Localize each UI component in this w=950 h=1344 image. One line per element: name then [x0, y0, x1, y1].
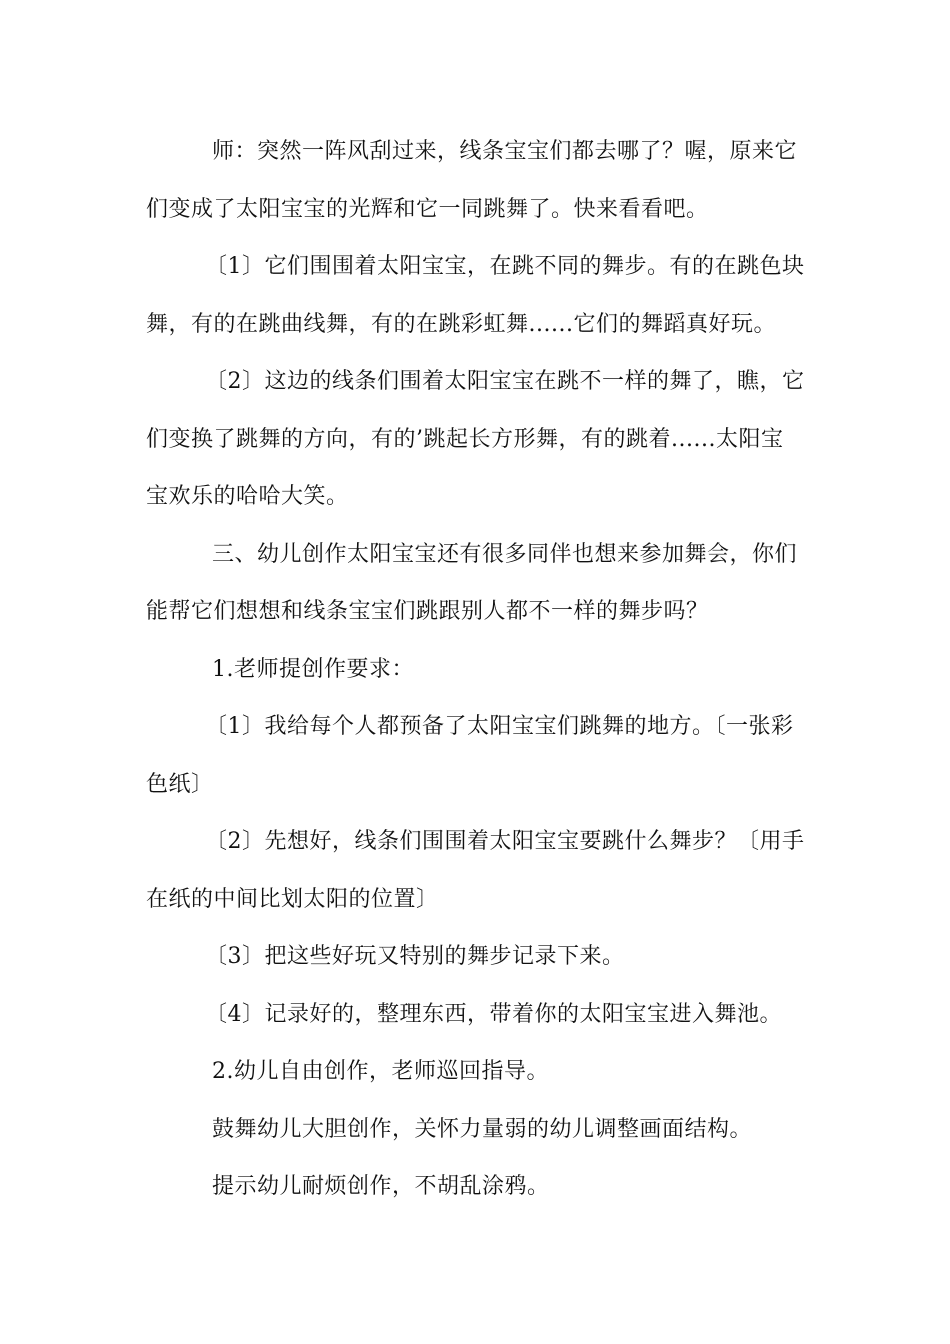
text-line-6: 们变换了跳舞的方向，有的’跳起长方形舞，有的跳着......太阳宝 — [146, 427, 784, 452]
text-line-15: 〔3〕把这些好玩又特别的舞步记录下来。 — [205, 944, 625, 969]
text-line-2: 们变成了太阳宝宝的光辉和它一同跳舞了。快来看看吧。 — [146, 197, 709, 222]
text-line-17: 2.幼儿自由创作，老师巡回指导。 — [212, 1059, 549, 1084]
text-line-19: 提示幼儿耐烦创作，不胡乱涂鸦。 — [212, 1174, 550, 1199]
text-line-8: 三、幼儿创作太阳宝宝还有很多同伴也想来参加舞会，你们 — [212, 542, 798, 567]
text-line-18: 鼓舞幼儿大胆创作，关怀力量弱的幼儿调整画面结构。 — [212, 1117, 753, 1142]
text-line-11: 〔1〕我给每个人都预备了太阳宝宝们跳舞的地方。〔一张彩 — [205, 714, 794, 739]
text-line-14: 在纸的中间比划太阳的位置〕 — [146, 887, 439, 912]
text-line-4: 舞，有的在跳曲线舞，有的在跳彩虹舞......它们的舞蹈真好玩。 — [146, 312, 776, 337]
text-line-7: 宝欢乐的哈哈大笑。 — [146, 484, 349, 509]
text-line-3: 〔1〕它们围围着太阳宝宝，在跳不同的舞步。有的在跳色块 — [205, 254, 805, 279]
text-line-10: 1.老师提创作要求： — [212, 657, 414, 682]
text-line-5: 〔2〕这边的线条们围着太阳宝宝在跳不一样的舞了，瞧，它 — [205, 369, 805, 394]
text-line-13: 〔2〕先想好，线条们围围着太阳宝宝要跳什么舞步？〔用手 — [205, 829, 805, 854]
text-line-9: 能帮它们想想和线条宝宝们跳跟别人都不一样的舞步吗？ — [146, 599, 709, 624]
text-line-12: 色纸〕 — [146, 772, 214, 797]
text-line-1: 师：突然一阵风刮过来，线条宝宝们都去哪了？喔，原来它 — [212, 139, 798, 164]
text-line-16: 〔4〕记录好的，整理东西，带着你的太阳宝宝进入舞池。 — [205, 1002, 782, 1027]
